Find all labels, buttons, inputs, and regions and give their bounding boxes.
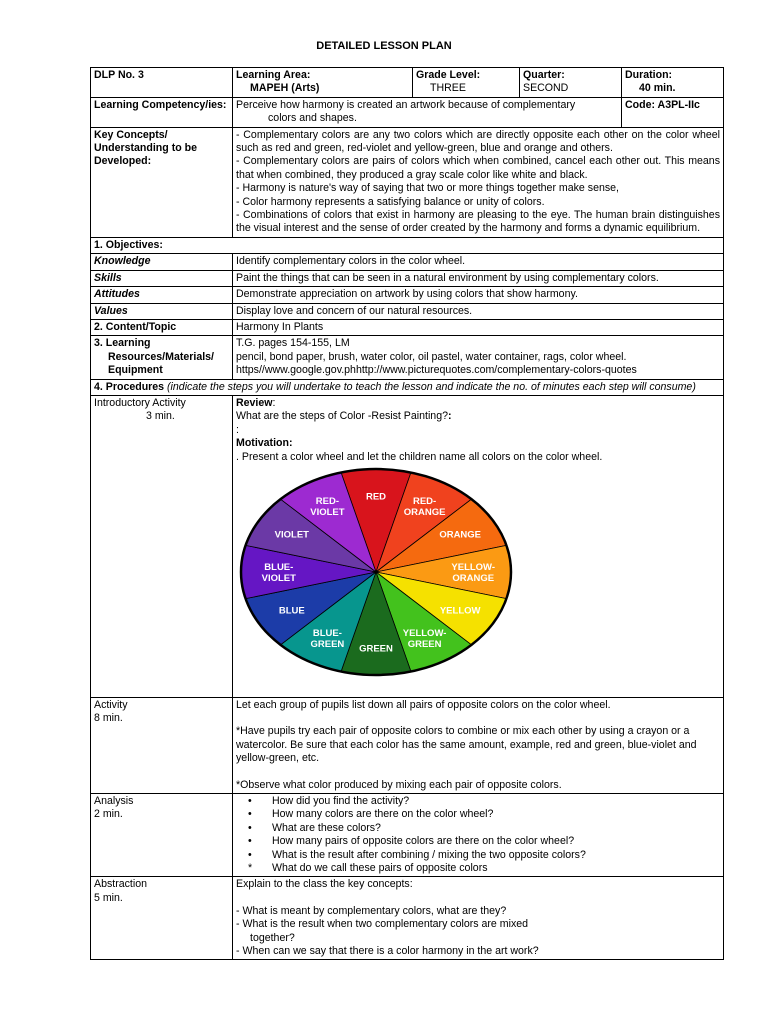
wheel-label: RED-VIOLET [310, 495, 345, 518]
grade-level-cell [413, 68, 520, 98]
wheel-label: ORANGE [439, 529, 482, 541]
abstraction-label: Abstraction [94, 878, 147, 891]
wheel-label: RED-ORANGE [403, 495, 446, 518]
quarter-value: SECOND [523, 82, 569, 95]
resource-line: pencil, bond paper, brush, water color, oil pastel, water container, rags, color wheel. [236, 350, 627, 363]
procedures-note: (indicate the steps you will undertake to teach the lesson and indicate the no. of minutes each step will consume) [167, 380, 696, 393]
objectives-header-row [91, 237, 724, 253]
abstraction-q2b: together? [250, 931, 295, 944]
activity-time: 8 min. [94, 712, 123, 725]
asterisk-marker: * [248, 862, 253, 875]
key-concept-item: - Combinations of colors that exist in harmony are pleasing to the eye. The human brain distinguishes the visual interest and the sense of order created by the harmony and forms a dynamic equilibrium. [236, 209, 720, 235]
analysis-questions [236, 795, 720, 875]
duration-value: 40 min. [639, 82, 676, 95]
wheel-label: GREEN [359, 643, 393, 655]
dlp-number: DLP No. 3 [94, 69, 144, 81]
abstraction-q2a: - What is the result when two complementary colors are mixed [236, 918, 529, 931]
learning-area-cell [233, 68, 413, 98]
objective-row-values [91, 303, 724, 319]
review-colon: : [272, 396, 276, 409]
resources-label [91, 336, 233, 379]
activity-content [233, 697, 724, 793]
procedures-row [91, 379, 724, 395]
review-question: What are the steps of Color -Resist Painting? [236, 410, 448, 423]
key-concept-item: - Complementary colors are pairs of colors which when combined, cancel each other out. This means that when combined, they produced a gray scale color like white and black. [236, 155, 720, 181]
activity-p2: *Have pupils try each pair of opposite colors to combine or mix each other by using a crayon or a watercolor. Be sure that each color has the same amount, example, red and green, blue-violet and yellow-green, etc. [236, 725, 697, 765]
key-concept-item: - Harmony is nature's way of saying that two or more things together make sense, [236, 182, 619, 195]
wheel-label: BLUE-GREEN [310, 627, 345, 650]
wheel-label: RED [365, 491, 387, 503]
activity-label: Activity [94, 698, 128, 711]
wheel-label: BLUE-VIOLET [261, 561, 296, 584]
bullet-marker: • [248, 821, 252, 834]
resources-label-line2: Resources/Materials/ [108, 350, 214, 363]
competency-text [233, 97, 622, 127]
review-label: Review [236, 396, 273, 409]
intro-time: 3 min. [146, 410, 175, 423]
objective-label: Skills [91, 270, 233, 286]
competency-text-line2: colors and shapes. [268, 112, 357, 125]
procedures-label: 4. Procedures [94, 380, 165, 393]
intro-row [91, 395, 724, 697]
bullet-marker: • [248, 835, 252, 848]
objective-row-skills [91, 270, 724, 286]
content-text: Harmony In Plants [233, 319, 724, 335]
activity-label-cell [91, 697, 233, 793]
dlp-cell [91, 68, 233, 98]
objective-text: Identify complementary colors in the color wheel. [233, 254, 724, 270]
objective-label: Knowledge [91, 254, 233, 270]
content-row [91, 319, 724, 335]
abstraction-time: 5 min. [94, 891, 123, 904]
bullet-marker: • [248, 795, 252, 807]
quarter-label: Quarter: [523, 69, 565, 81]
key-concept-item: - Complementary colors are any two colors which are directly opposite each other on the color wheel such as red and green, red-violet and yellow-green, blue and orange and others. [236, 128, 720, 155]
header-row [91, 68, 724, 98]
abstraction-q1: - What is meant by complementary colors, what are they? [236, 904, 507, 917]
key-concepts-text [233, 127, 724, 237]
competency-code: Code: A3PL-IIc [622, 97, 724, 127]
resources-row [91, 336, 724, 379]
resources-label-line1: 3. Learning [94, 337, 151, 350]
analysis-time: 2 min. [94, 808, 123, 821]
resource-line: T.G. pages 154-155, LM [236, 337, 350, 350]
learning-area-label: Learning Area: [236, 69, 311, 81]
bullet-marker: • [248, 808, 252, 821]
key-concept-item: - Color harmony represents a satisfying balance or unity of colors. [236, 195, 545, 208]
analysis-question: • What is the result after combining / mixing the two opposite colors? [248, 848, 586, 861]
analysis-question: • How many pairs of opposite colors are there on the color wheel? [248, 835, 575, 848]
objective-text: Paint the things that can be seen in a natural environment by using complementary colors. [233, 270, 724, 286]
key-concepts-row [91, 127, 724, 237]
wheel-label: YELLOW-ORANGE [451, 561, 496, 584]
objectives-label: 1. Objectives: [91, 237, 724, 253]
resource-line: https//www.google.gov.phhttp://www.picturequotes.com/complementary-colors-quotes [236, 364, 637, 377]
abstraction-row [91, 877, 724, 960]
stray-colon: : [236, 423, 239, 436]
activity-p1: Let each group of pupils list down all pairs of opposite colors on the color wheel. [236, 698, 611, 711]
objective-text: Demonstrate appreciation on artwork by using colors that show harmony. [233, 287, 724, 303]
abstraction-content [233, 877, 724, 960]
wheel-label: YELLOW-GREEN [402, 627, 447, 650]
color-wheel-container [236, 464, 720, 696]
key-concepts-label: Key Concepts/ Understanding to be Developed: [91, 127, 233, 237]
analysis-row [91, 794, 724, 877]
lesson-plan-table [90, 67, 724, 960]
grade-level-label: Grade Level: [416, 69, 481, 81]
review-question-colon: : [447, 410, 452, 423]
motivation-label: Motivation: [236, 437, 293, 450]
procedures-cell [91, 379, 724, 395]
analysis-question: • How many colors are there on the color wheel? [248, 808, 494, 821]
grade-level-value: THREE [430, 82, 466, 95]
content-label: 2. Content/Topic [91, 319, 233, 335]
page-title: DETAILED LESSON PLAN [316, 40, 452, 52]
analysis-question: • What are these colors? [248, 821, 381, 834]
objective-text: Display love and concern of our natural resources. [233, 303, 724, 319]
intro-content [233, 395, 724, 697]
objective-row-knowledge [91, 254, 724, 270]
activity-row [91, 697, 724, 793]
abstraction-intro: Explain to the class the key concepts: [236, 878, 413, 891]
competency-text-line1: Perceive how harmony is created an artwork because of complementary [236, 98, 576, 111]
competency-label: Learning Competency/ies: [91, 97, 233, 127]
learning-area-value: MAPEH (Arts) [250, 82, 320, 95]
competency-row [91, 97, 724, 127]
duration-cell [622, 68, 724, 98]
objective-row-attitudes [91, 287, 724, 303]
wheel-label: VIOLET [274, 529, 309, 541]
analysis-question: * What do we call these pairs of opposite colors [248, 862, 488, 875]
intro-label: Introductory Activity [94, 396, 186, 409]
duration-label: Duration: [625, 69, 673, 81]
objective-label: Values [91, 303, 233, 319]
wheel-label: BLUE [278, 605, 305, 617]
wheel-label: YELLOW [439, 605, 481, 617]
color-wheel [236, 464, 516, 696]
bullet-marker: • [248, 848, 252, 861]
intro-label-cell [91, 395, 233, 697]
analysis-label-cell [91, 794, 233, 877]
abstraction-label-cell [91, 877, 233, 960]
abstraction-q3: - When can we say that there is a color harmony in the art work? [236, 945, 539, 958]
motivation-text: . Present a color wheel and let the children name all colors on the color wheel. [236, 450, 603, 463]
activity-p3: *Observe what color produced by mixing each pair of opposite colors. [236, 778, 562, 791]
objective-label: Attitudes [91, 287, 233, 303]
resources-label-line3: Equipment [108, 364, 163, 377]
analysis-content [233, 794, 724, 877]
quarter-cell [520, 68, 622, 98]
analysis-label: Analysis [94, 795, 134, 807]
analysis-question: • How did you find the activity? [248, 795, 410, 807]
resources-text [233, 336, 724, 379]
